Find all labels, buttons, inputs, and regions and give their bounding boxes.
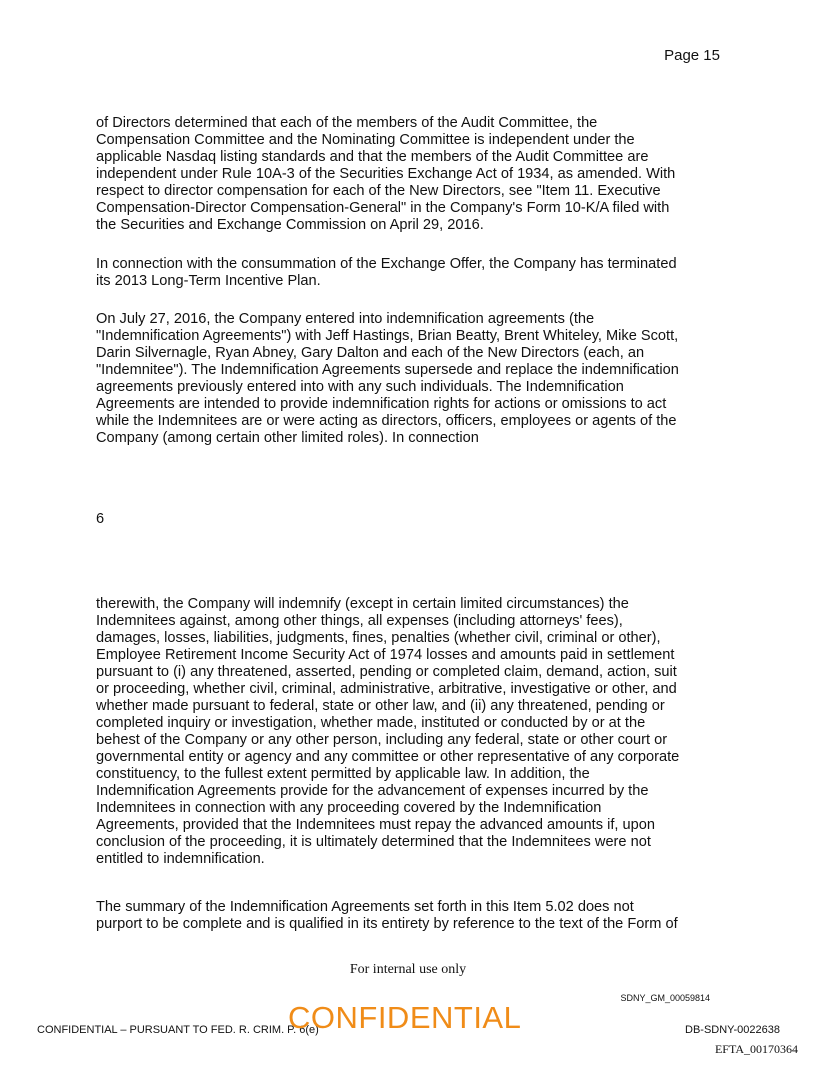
paragraph-director-independence: of Directors determined that each of the members of the Audit Committee, the Compensation Committee and the Nominating Committee is independent under the applicable Nasdaq listing standards and that the members of the Audit Committee are independent under Rule 10A-3 of the Securities Exchange Act of 1934, as amended. With respect to director compensation for each of the New Directors, see "Item 11. Executive Compensation-Director Compensation-General" in the Company's Form 10-K/A filed with the Securities and Exchange Commission on April 29, 2016. <box>96 115 676 233</box>
internal-use-notice: For internal use only <box>349 962 467 977</box>
paragraph-indemnification-terms: therewith, the Company will indemnify (except in certain limited circumstances) the Indemnitees against, among other things, all expenses (including attorneys' fees), damages, losses, liabilities, judgments, fines, penalties (whether civil, criminal or other), Employee Retirement Income Security Act of 1974 losses and amounts paid in settlement pursuant to (i) any threatened, asserted, pending or completed claim, demand, action, suit or proceeding, whether civil, criminal, administrative, arbitrative, investigative or other, and whether made pursuant to federal, state or other law, and (ii) any threatened, pending or completed inquiry or investigation, whether made, instituted or conducted by or at the behest of the Company or any other person, including any federal, state or other court or governmental entity or agency and any committee or other representative of any corporate constituency, to the fullest extent permitted by applicable law. In addition, the Indemnification Agreements provide for the advancement of expenses incurred by the Indemnitees in connection with any proceeding covered by the Indemnification Agreements, provided that the Indemnitees must repay the advanced amounts if, upon conclusion of the proceeding, it is ultimately determined that the Indemnitees were not entitled to indemnification. <box>96 596 680 867</box>
confidential-stamp: CONFIDENTIAL <box>288 1000 522 1035</box>
inner-page-number: 6 <box>96 511 105 527</box>
page-label: Page 15 <box>664 47 720 64</box>
bates-number-bottom: DB-SDNY-0022638 <box>685 1024 780 1036</box>
paragraph-summary-qualification: The summary of the Indemnification Agreements set forth in this Item 5.02 does not purport to be complete and is qualified in its entirety by reference to the text of the Form of <box>96 899 678 932</box>
confidential-notice: CONFIDENTIAL – PURSUANT TO FED. R. CRIM. P. 6(e) <box>37 1024 319 1036</box>
bates-number-top: SDNY_GM_00059814 <box>620 993 710 1003</box>
efta-identifier: EFTA_00170364 <box>714 1042 798 1056</box>
paragraph-indemnification-intro: On July 27, 2016, the Company entered into indemnification agreements (the "Indemnification Agreements") with Jeff Hastings, Brian Beatty, Brent Whiteley, Mike Scott, Darin Silvernagle, Ryan Abney, Gary Dalton and each of the New Directors (each, an "Indemnitee"). The Indemnification Agreements supersede and replace the indemnification agreements previously entered into with any such individuals. The Indemnification Agreements are intended to provide indemnification rights for actions or omissions to act while the Indemnitees are or were acting as directors, officers, employees or agents of the Company (among certain other limited roles). In connection <box>96 311 679 446</box>
paragraph-incentive-plan: In connection with the consummation of the Exchange Offer, the Company has terminated its 2013 Long-Term Incentive Plan. <box>96 256 677 289</box>
